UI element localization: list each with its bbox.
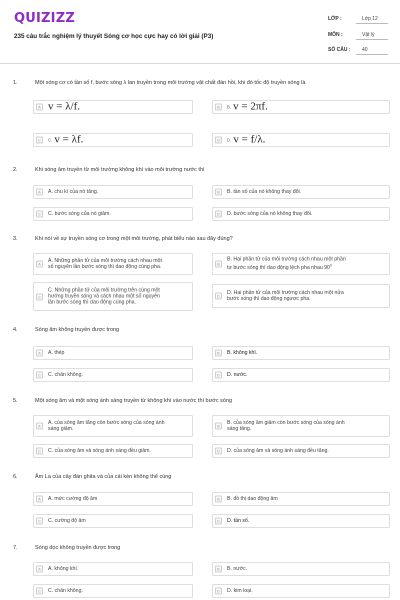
question-text: Một sóng cơ có tần số f, bước sóng λ lan truyền trong môi trường vật chất đàn hồi, khi đó tốc độ truyền sóng là <box>35 80 306 86</box>
option-text: D. tần số. <box>227 517 250 524</box>
option-letter: A <box>36 496 43 503</box>
option-a[interactable] <box>33 415 193 437</box>
meta-subject-value: Vật lý <box>356 31 388 40</box>
option-text-line: lần bước sóng thì dao động cùng pha. <box>48 299 136 306</box>
option-letter: C <box>36 448 43 455</box>
question-number: 6. <box>13 474 18 480</box>
option-letter: B <box>215 261 222 268</box>
option-text: C. chân không. <box>48 587 83 594</box>
option-b[interactable] <box>212 562 390 576</box>
question-text: Âm La của cây đàn ghita và của cái kèn không thể cùng <box>35 474 172 480</box>
option-c[interactable] <box>33 207 193 221</box>
question-text: Sóng dọc không truyền được trong <box>35 545 121 551</box>
option-letter: A <box>36 261 43 268</box>
option-letter: C <box>36 137 43 144</box>
option-d[interactable] <box>212 514 390 528</box>
option-text: D. bước sóng của nó không thay đổi. <box>227 210 313 217</box>
question-number: 3. <box>13 236 18 242</box>
option-text-line: D. Hai phần tử của môi trường cách nhau một nửa <box>227 289 344 296</box>
option-c[interactable] <box>33 584 193 598</box>
option-d[interactable] <box>212 584 390 598</box>
option-text-line: B. Hai phần tử của môi trường cách nhau một phần <box>227 256 346 263</box>
option-letter: D <box>215 137 222 144</box>
option-d[interactable] <box>212 207 390 221</box>
option-letter: D <box>215 448 222 455</box>
option-text: A. không khí. <box>48 565 79 572</box>
question-text: Sóng âm không truyền được trong <box>35 327 120 333</box>
option-text: v = λf. <box>54 133 84 146</box>
option-prefix: C. <box>48 137 53 143</box>
question-text: Khi sóng âm truyền từ môi trường không khí vào môi trường nước thì <box>35 167 205 173</box>
option-text-line: B. của sóng âm giảm còn bước sóng của sóng ánh <box>227 419 345 426</box>
option-letter: C <box>36 372 43 379</box>
option-letter: A <box>36 423 43 430</box>
option-text: v = λ/f. <box>48 100 81 113</box>
meta-count-key: SỐ CÂU : <box>328 47 351 53</box>
option-letter: D <box>215 518 222 525</box>
option-letter: C <box>36 588 43 595</box>
option-letter: C <box>36 211 43 218</box>
option-b[interactable] <box>212 100 390 114</box>
option-letter: B <box>215 496 222 503</box>
option-c[interactable] <box>33 282 193 311</box>
option-text: A. thép <box>48 349 65 356</box>
worksheet-title: 235 câu trắc nghiệm lý thuyết Sóng cơ học cực hay có lời giải (P3) <box>14 33 214 40</box>
option-a[interactable] <box>33 492 193 506</box>
option-text: B. không khí. <box>227 349 258 356</box>
option-text: D. kim loại. <box>227 587 253 594</box>
meta-grade-value: Lớp 12 <box>356 15 388 24</box>
option-letter: D <box>215 588 222 595</box>
option-a[interactable] <box>33 346 193 360</box>
meta-count <box>328 46 388 55</box>
question-number: 2. <box>13 167 18 173</box>
option-letter: B <box>215 104 222 111</box>
option-b[interactable] <box>212 492 390 506</box>
option-text: C. bước sóng của nó giảm. <box>48 210 111 217</box>
option-a[interactable] <box>33 253 193 275</box>
option-letter: B <box>215 566 222 573</box>
option-b[interactable] <box>212 415 390 437</box>
quizizz-logo: QUIZIZZ <box>14 11 75 26</box>
option-letter: B <box>215 189 222 196</box>
meta-subject <box>328 31 388 40</box>
option-d[interactable] <box>212 444 390 458</box>
option-text: A. mức cường độ âm <box>48 495 98 502</box>
option-text-line: bước sóng thì dao động ngược pha. <box>227 296 311 302</box>
option-letter: A <box>36 566 43 573</box>
meta-grade-key: LỚP : <box>328 16 342 22</box>
question-number: 4. <box>13 327 18 333</box>
option-a[interactable] <box>33 562 193 576</box>
option-letter: D <box>215 372 222 379</box>
question-text: Khi nói về sự truyền sóng cơ trong một môi trường, phát biểu nào sau đây đúng? <box>35 236 233 242</box>
option-d[interactable] <box>212 284 390 308</box>
option-text-line: A. Những phần tử của môi trường cách nhau một <box>48 257 162 264</box>
option-text: C. của sóng âm và sóng ánh sáng đều giảm. <box>48 447 151 454</box>
option-text: C. cường độ âm <box>48 517 86 524</box>
option-text-line: A. của sóng âm tăng còn bước sóng của sóng ánh <box>48 419 165 426</box>
option-letter: A <box>36 104 43 111</box>
option-text: D. của sóng âm và sóng ánh sáng đều tăng. <box>227 447 329 454</box>
option-b[interactable] <box>212 346 390 360</box>
option-text: v = 2πf. <box>233 100 268 113</box>
option-letter: A <box>36 189 43 196</box>
option-letter: D <box>215 211 222 218</box>
option-letter: C <box>36 518 43 525</box>
option-text: B. đồ thị dao động âm <box>227 495 278 502</box>
option-b[interactable] <box>212 253 390 275</box>
option-text-line: sáng giảm. <box>48 426 74 432</box>
worksheet-header <box>0 0 400 64</box>
option-a[interactable] <box>33 185 193 199</box>
option-d[interactable] <box>212 133 390 147</box>
option-text-line: hướng truyền sóng và cách nhau một số nguyên <box>48 293 160 300</box>
option-c[interactable] <box>33 444 193 458</box>
option-prefix: D. <box>227 137 232 143</box>
option-c[interactable] <box>33 368 193 382</box>
option-text-line: số nguyên lần bước sóng thì dao động cùng pha. <box>48 264 162 270</box>
option-text: D. nước. <box>227 371 248 378</box>
option-b[interactable] <box>212 185 390 199</box>
option-a[interactable] <box>33 100 193 114</box>
option-letter: A <box>36 350 43 357</box>
option-letter: C <box>36 293 43 300</box>
option-text: B. tần số của nó không thay đổi. <box>227 188 302 195</box>
question-number: 5. <box>13 398 18 404</box>
option-text-line: sáng tăng. <box>227 426 252 432</box>
question-number: 7. <box>13 545 18 551</box>
option-text-line: tư bước sóng thì dao động lệch pha nhau 90 <box>227 265 330 272</box>
option-text: B. nước. <box>227 565 248 572</box>
option-d[interactable] <box>212 368 390 382</box>
option-letter: B <box>215 350 222 357</box>
option-letter: B <box>215 423 222 430</box>
option-prefix: B. <box>227 104 232 110</box>
option-c[interactable] <box>33 133 193 147</box>
meta-subject-key: MÔN : <box>328 32 343 38</box>
question-number: 1. <box>13 80 18 86</box>
degree-superscript: 0 <box>329 263 332 268</box>
question-text: Một sóng âm và một sóng ánh sáng truyền từ không khí vào nước thì bước sóng <box>35 398 233 404</box>
option-letter: D <box>215 293 222 300</box>
option-text: A. chu kì của nó tăng. <box>48 188 99 195</box>
option-c[interactable] <box>33 514 193 528</box>
option-text: v = f/λ. <box>233 133 266 146</box>
option-text-line: C. Những phần tử của môi trường trên cùng một <box>48 287 160 294</box>
option-text: C. chân không. <box>48 371 83 378</box>
meta-count-value: 40 <box>356 46 388 55</box>
meta-grade <box>328 15 388 24</box>
